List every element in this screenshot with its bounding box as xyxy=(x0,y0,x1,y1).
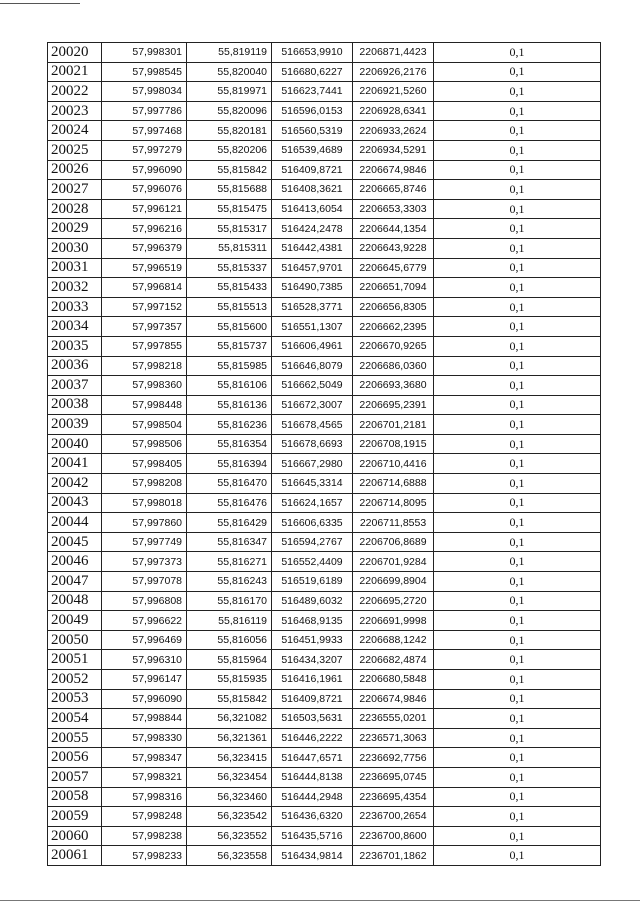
longitude-cell: 55,820096 xyxy=(187,101,272,121)
table-row xyxy=(48,454,601,474)
latitude-cell: 57,998844 xyxy=(102,709,187,729)
longitude-cell: 55,815513 xyxy=(187,297,272,317)
table-row xyxy=(48,317,601,337)
x-coordinate-cell: 516672,3007 xyxy=(272,395,353,415)
latitude-cell: 57,998238 xyxy=(102,826,187,846)
x-coordinate-cell: 516409,8721 xyxy=(272,160,353,180)
x-coordinate-cell: 516436,6320 xyxy=(272,807,353,827)
longitude-cell: 55,819119 xyxy=(187,43,272,63)
latitude-cell: 57,998330 xyxy=(102,728,187,748)
point-number-cell: 20060 xyxy=(48,826,102,846)
x-coordinate-cell: 516447,6571 xyxy=(272,748,353,768)
coordinates-table xyxy=(47,42,601,866)
longitude-cell: 56,321082 xyxy=(187,709,272,729)
latitude-cell: 57,996147 xyxy=(102,670,187,690)
x-coordinate-cell: 516552,4409 xyxy=(272,552,353,572)
y-coordinate-cell: 2206682,4874 xyxy=(353,650,434,670)
coordinates-table-body xyxy=(48,43,601,866)
point-number-cell: 20055 xyxy=(48,728,102,748)
x-coordinate-cell: 516678,4565 xyxy=(272,415,353,435)
x-coordinate-cell: 516444,2948 xyxy=(272,787,353,807)
table-row xyxy=(48,101,601,121)
longitude-cell: 55,816429 xyxy=(187,513,272,533)
x-coordinate-cell: 516490,7385 xyxy=(272,278,353,298)
longitude-cell: 56,323552 xyxy=(187,826,272,846)
longitude-cell: 55,815688 xyxy=(187,180,272,200)
latitude-cell: 57,998506 xyxy=(102,434,187,454)
x-coordinate-cell: 516489,6032 xyxy=(272,591,353,611)
table-row xyxy=(48,728,601,748)
longitude-cell: 55,820206 xyxy=(187,140,272,160)
longitude-cell: 55,816170 xyxy=(187,591,272,611)
table-row xyxy=(48,689,601,709)
point-number-cell: 20022 xyxy=(48,82,102,102)
latitude-cell: 57,998218 xyxy=(102,356,187,376)
page-top-rule xyxy=(0,3,80,4)
longitude-cell: 55,816476 xyxy=(187,493,272,513)
point-number-cell: 20046 xyxy=(48,552,102,572)
longitude-cell: 55,816236 xyxy=(187,415,272,435)
point-number-cell: 20036 xyxy=(48,356,102,376)
y-coordinate-cell: 2206686,0360 xyxy=(353,356,434,376)
longitude-cell: 55,816136 xyxy=(187,395,272,415)
table-row xyxy=(48,572,601,592)
y-coordinate-cell: 2206656,8305 xyxy=(353,297,434,317)
longitude-cell: 55,815737 xyxy=(187,336,272,356)
accuracy-cell: 0,1 xyxy=(434,748,601,768)
y-coordinate-cell: 2206665,8746 xyxy=(353,180,434,200)
longitude-cell: 55,816354 xyxy=(187,434,272,454)
accuracy-cell: 0,1 xyxy=(434,728,601,748)
accuracy-cell: 0,1 xyxy=(434,630,601,650)
latitude-cell: 57,996090 xyxy=(102,689,187,709)
x-coordinate-cell: 516662,5049 xyxy=(272,376,353,396)
longitude-cell: 56,323415 xyxy=(187,748,272,768)
y-coordinate-cell: 2206644,1354 xyxy=(353,219,434,239)
longitude-cell: 56,323454 xyxy=(187,767,272,787)
point-number-cell: 20033 xyxy=(48,297,102,317)
y-coordinate-cell: 2236700,8600 xyxy=(353,826,434,846)
accuracy-cell: 0,1 xyxy=(434,787,601,807)
table-row xyxy=(48,278,601,298)
point-number-cell: 20054 xyxy=(48,709,102,729)
latitude-cell: 57,998316 xyxy=(102,787,187,807)
y-coordinate-cell: 2236701,1862 xyxy=(353,846,434,866)
latitude-cell: 57,998301 xyxy=(102,43,187,63)
point-number-cell: 20025 xyxy=(48,140,102,160)
latitude-cell: 57,997357 xyxy=(102,317,187,337)
accuracy-cell: 0,1 xyxy=(434,238,601,258)
table-row xyxy=(48,474,601,494)
y-coordinate-cell: 2206695,2391 xyxy=(353,395,434,415)
latitude-cell: 57,998034 xyxy=(102,82,187,102)
point-number-cell: 20059 xyxy=(48,807,102,827)
x-coordinate-cell: 516594,2767 xyxy=(272,532,353,552)
latitude-cell: 57,998504 xyxy=(102,415,187,435)
point-number-cell: 20032 xyxy=(48,278,102,298)
x-coordinate-cell: 516503,5631 xyxy=(272,709,353,729)
y-coordinate-cell: 2206933,2624 xyxy=(353,121,434,141)
x-coordinate-cell: 516528,3771 xyxy=(272,297,353,317)
table-row xyxy=(48,826,601,846)
x-coordinate-cell: 516446,2222 xyxy=(272,728,353,748)
y-coordinate-cell: 2236571,3063 xyxy=(353,728,434,748)
latitude-cell: 57,998405 xyxy=(102,454,187,474)
y-coordinate-cell: 2206695,2720 xyxy=(353,591,434,611)
x-coordinate-cell: 516551,1307 xyxy=(272,317,353,337)
point-number-cell: 20040 xyxy=(48,434,102,454)
accuracy-cell: 0,1 xyxy=(434,121,601,141)
table-row xyxy=(48,219,601,239)
x-coordinate-cell: 516645,3314 xyxy=(272,474,353,494)
accuracy-cell: 0,1 xyxy=(434,317,601,337)
y-coordinate-cell: 2206662,2395 xyxy=(353,317,434,337)
y-coordinate-cell: 2206928,6341 xyxy=(353,101,434,121)
point-number-cell: 20052 xyxy=(48,670,102,690)
x-coordinate-cell: 516680,6227 xyxy=(272,62,353,82)
table-row xyxy=(48,513,601,533)
x-coordinate-cell: 516560,5319 xyxy=(272,121,353,141)
accuracy-cell: 0,1 xyxy=(434,336,601,356)
accuracy-cell: 0,1 xyxy=(434,434,601,454)
accuracy-cell: 0,1 xyxy=(434,513,601,533)
latitude-cell: 57,998248 xyxy=(102,807,187,827)
latitude-cell: 57,998018 xyxy=(102,493,187,513)
point-number-cell: 20041 xyxy=(48,454,102,474)
x-coordinate-cell: 516653,9910 xyxy=(272,43,353,63)
x-coordinate-cell: 516444,8138 xyxy=(272,767,353,787)
longitude-cell: 55,816347 xyxy=(187,532,272,552)
x-coordinate-cell: 516678,6693 xyxy=(272,434,353,454)
latitude-cell: 57,996076 xyxy=(102,180,187,200)
y-coordinate-cell: 2206688,1242 xyxy=(353,630,434,650)
latitude-cell: 57,997855 xyxy=(102,336,187,356)
point-number-cell: 20021 xyxy=(48,62,102,82)
y-coordinate-cell: 2206708,1915 xyxy=(353,434,434,454)
longitude-cell: 56,321361 xyxy=(187,728,272,748)
point-number-cell: 20031 xyxy=(48,258,102,278)
y-coordinate-cell: 2206701,9284 xyxy=(353,552,434,572)
table-row xyxy=(48,415,601,435)
longitude-cell: 56,323542 xyxy=(187,807,272,827)
point-number-cell: 20037 xyxy=(48,376,102,396)
latitude-cell: 57,996310 xyxy=(102,650,187,670)
x-coordinate-cell: 516624,1657 xyxy=(272,493,353,513)
y-coordinate-cell: 2236555,0201 xyxy=(353,709,434,729)
latitude-cell: 57,996469 xyxy=(102,630,187,650)
y-coordinate-cell: 2206871,4423 xyxy=(353,43,434,63)
accuracy-cell: 0,1 xyxy=(434,199,601,219)
y-coordinate-cell: 2236700,2654 xyxy=(353,807,434,827)
latitude-cell: 57,998347 xyxy=(102,748,187,768)
longitude-cell: 55,815935 xyxy=(187,670,272,690)
accuracy-cell: 0,1 xyxy=(434,180,601,200)
table-row xyxy=(48,43,601,63)
accuracy-cell: 0,1 xyxy=(434,670,601,690)
table-row xyxy=(48,336,601,356)
table-row xyxy=(48,199,601,219)
x-coordinate-cell: 516413,6054 xyxy=(272,199,353,219)
table-row xyxy=(48,160,601,180)
y-coordinate-cell: 2206921,5260 xyxy=(353,82,434,102)
x-coordinate-cell: 516424,2478 xyxy=(272,219,353,239)
latitude-cell: 57,998360 xyxy=(102,376,187,396)
accuracy-cell: 0,1 xyxy=(434,82,601,102)
y-coordinate-cell: 2206691,9998 xyxy=(353,611,434,631)
latitude-cell: 57,998321 xyxy=(102,767,187,787)
accuracy-cell: 0,1 xyxy=(434,709,601,729)
point-number-cell: 20050 xyxy=(48,630,102,650)
point-number-cell: 20058 xyxy=(48,787,102,807)
longitude-cell: 55,820040 xyxy=(187,62,272,82)
latitude-cell: 57,997078 xyxy=(102,572,187,592)
table-row xyxy=(48,787,601,807)
x-coordinate-cell: 516606,6335 xyxy=(272,513,353,533)
accuracy-cell: 0,1 xyxy=(434,846,601,866)
table-row xyxy=(48,376,601,396)
point-number-cell: 20051 xyxy=(48,650,102,670)
longitude-cell: 55,815964 xyxy=(187,650,272,670)
point-number-cell: 20056 xyxy=(48,748,102,768)
point-number-cell: 20048 xyxy=(48,591,102,611)
accuracy-cell: 0,1 xyxy=(434,611,601,631)
point-number-cell: 20023 xyxy=(48,101,102,121)
x-coordinate-cell: 516434,9814 xyxy=(272,846,353,866)
point-number-cell: 20020 xyxy=(48,43,102,63)
table-row xyxy=(48,650,601,670)
latitude-cell: 57,997373 xyxy=(102,552,187,572)
longitude-cell: 55,819971 xyxy=(187,82,272,102)
y-coordinate-cell: 2236692,7756 xyxy=(353,748,434,768)
x-coordinate-cell: 516623,7441 xyxy=(272,82,353,102)
table-row xyxy=(48,807,601,827)
table-row xyxy=(48,297,601,317)
table-row xyxy=(48,748,601,768)
accuracy-cell: 0,1 xyxy=(434,160,601,180)
longitude-cell: 55,816243 xyxy=(187,572,272,592)
longitude-cell: 55,815985 xyxy=(187,356,272,376)
table-row xyxy=(48,552,601,572)
accuracy-cell: 0,1 xyxy=(434,591,601,611)
accuracy-cell: 0,1 xyxy=(434,474,601,494)
longitude-cell: 55,815433 xyxy=(187,278,272,298)
point-number-cell: 20027 xyxy=(48,180,102,200)
y-coordinate-cell: 2206926,2176 xyxy=(353,62,434,82)
x-coordinate-cell: 516596,0153 xyxy=(272,101,353,121)
x-coordinate-cell: 516606,4961 xyxy=(272,336,353,356)
point-number-cell: 20057 xyxy=(48,767,102,787)
table-row xyxy=(48,140,601,160)
x-coordinate-cell: 516408,3621 xyxy=(272,180,353,200)
y-coordinate-cell: 2206653,3303 xyxy=(353,199,434,219)
point-number-cell: 20024 xyxy=(48,121,102,141)
accuracy-cell: 0,1 xyxy=(434,258,601,278)
table-row xyxy=(48,591,601,611)
x-coordinate-cell: 516442,4381 xyxy=(272,238,353,258)
longitude-cell: 55,816271 xyxy=(187,552,272,572)
latitude-cell: 57,998545 xyxy=(102,62,187,82)
y-coordinate-cell: 2206680,5848 xyxy=(353,670,434,690)
table-row xyxy=(48,630,601,650)
longitude-cell: 55,815842 xyxy=(187,689,272,709)
table-row xyxy=(48,670,601,690)
latitude-cell: 57,996622 xyxy=(102,611,187,631)
latitude-cell: 57,996379 xyxy=(102,238,187,258)
page-bottom-rule xyxy=(0,900,640,901)
y-coordinate-cell: 2206714,6888 xyxy=(353,474,434,494)
accuracy-cell: 0,1 xyxy=(434,43,601,63)
latitude-cell: 57,996808 xyxy=(102,591,187,611)
x-coordinate-cell: 516451,9933 xyxy=(272,630,353,650)
accuracy-cell: 0,1 xyxy=(434,826,601,846)
point-number-cell: 20049 xyxy=(48,611,102,631)
table-row xyxy=(48,238,601,258)
table-row xyxy=(48,62,601,82)
point-number-cell: 20042 xyxy=(48,474,102,494)
y-coordinate-cell: 2206645,6779 xyxy=(353,258,434,278)
longitude-cell: 55,815475 xyxy=(187,199,272,219)
latitude-cell: 57,996814 xyxy=(102,278,187,298)
table-row xyxy=(48,395,601,415)
latitude-cell: 57,997152 xyxy=(102,297,187,317)
latitude-cell: 57,996519 xyxy=(102,258,187,278)
longitude-cell: 55,815337 xyxy=(187,258,272,278)
point-number-cell: 20026 xyxy=(48,160,102,180)
accuracy-cell: 0,1 xyxy=(434,219,601,239)
longitude-cell: 55,820181 xyxy=(187,121,272,141)
point-number-cell: 20035 xyxy=(48,336,102,356)
y-coordinate-cell: 2206711,8553 xyxy=(353,513,434,533)
point-number-cell: 20044 xyxy=(48,513,102,533)
longitude-cell: 56,323460 xyxy=(187,787,272,807)
x-coordinate-cell: 516457,9701 xyxy=(272,258,353,278)
y-coordinate-cell: 2206693,3680 xyxy=(353,376,434,396)
latitude-cell: 57,998233 xyxy=(102,846,187,866)
x-coordinate-cell: 516667,2980 xyxy=(272,454,353,474)
table-row xyxy=(48,82,601,102)
latitude-cell: 57,998208 xyxy=(102,474,187,494)
y-coordinate-cell: 2236695,4354 xyxy=(353,787,434,807)
longitude-cell: 55,815600 xyxy=(187,317,272,337)
accuracy-cell: 0,1 xyxy=(434,689,601,709)
accuracy-cell: 0,1 xyxy=(434,395,601,415)
accuracy-cell: 0,1 xyxy=(434,532,601,552)
longitude-cell: 55,816394 xyxy=(187,454,272,474)
latitude-cell: 57,997279 xyxy=(102,140,187,160)
y-coordinate-cell: 2206710,4416 xyxy=(353,454,434,474)
y-coordinate-cell: 2236695,0745 xyxy=(353,767,434,787)
y-coordinate-cell: 2206706,8689 xyxy=(353,532,434,552)
accuracy-cell: 0,1 xyxy=(434,62,601,82)
point-number-cell: 20039 xyxy=(48,415,102,435)
accuracy-cell: 0,1 xyxy=(434,767,601,787)
y-coordinate-cell: 2206651,7094 xyxy=(353,278,434,298)
y-coordinate-cell: 2206643,9228 xyxy=(353,238,434,258)
latitude-cell: 57,996121 xyxy=(102,199,187,219)
point-number-cell: 20038 xyxy=(48,395,102,415)
longitude-cell: 55,815317 xyxy=(187,219,272,239)
latitude-cell: 57,997749 xyxy=(102,532,187,552)
y-coordinate-cell: 2206714,8095 xyxy=(353,493,434,513)
point-number-cell: 20045 xyxy=(48,532,102,552)
latitude-cell: 57,998448 xyxy=(102,395,187,415)
latitude-cell: 57,997786 xyxy=(102,101,187,121)
latitude-cell: 57,997468 xyxy=(102,121,187,141)
point-number-cell: 20034 xyxy=(48,317,102,337)
longitude-cell: 55,816056 xyxy=(187,630,272,650)
table-row xyxy=(48,709,601,729)
table-row xyxy=(48,611,601,631)
point-number-cell: 20061 xyxy=(48,846,102,866)
point-number-cell: 20047 xyxy=(48,572,102,592)
latitude-cell: 57,997860 xyxy=(102,513,187,533)
y-coordinate-cell: 2206670,9265 xyxy=(353,336,434,356)
accuracy-cell: 0,1 xyxy=(434,415,601,435)
table-row xyxy=(48,767,601,787)
accuracy-cell: 0,1 xyxy=(434,140,601,160)
accuracy-cell: 0,1 xyxy=(434,572,601,592)
x-coordinate-cell: 516416,1961 xyxy=(272,670,353,690)
latitude-cell: 57,996216 xyxy=(102,219,187,239)
point-number-cell: 20053 xyxy=(48,689,102,709)
y-coordinate-cell: 2206934,5291 xyxy=(353,140,434,160)
table-row xyxy=(48,434,601,454)
point-number-cell: 20030 xyxy=(48,238,102,258)
table-row xyxy=(48,846,601,866)
point-number-cell: 20029 xyxy=(48,219,102,239)
accuracy-cell: 0,1 xyxy=(434,278,601,298)
accuracy-cell: 0,1 xyxy=(434,807,601,827)
x-coordinate-cell: 516539,4689 xyxy=(272,140,353,160)
longitude-cell: 55,815311 xyxy=(187,238,272,258)
accuracy-cell: 0,1 xyxy=(434,493,601,513)
longitude-cell: 55,816106 xyxy=(187,376,272,396)
table-row xyxy=(48,532,601,552)
accuracy-cell: 0,1 xyxy=(434,297,601,317)
accuracy-cell: 0,1 xyxy=(434,376,601,396)
accuracy-cell: 0,1 xyxy=(434,650,601,670)
longitude-cell: 55,815842 xyxy=(187,160,272,180)
table-row xyxy=(48,258,601,278)
y-coordinate-cell: 2206674,9846 xyxy=(353,160,434,180)
longitude-cell: 55,816470 xyxy=(187,474,272,494)
accuracy-cell: 0,1 xyxy=(434,454,601,474)
table-row xyxy=(48,180,601,200)
x-coordinate-cell: 516468,9135 xyxy=(272,611,353,631)
y-coordinate-cell: 2206699,8904 xyxy=(353,572,434,592)
table-row xyxy=(48,493,601,513)
y-coordinate-cell: 2206674,9846 xyxy=(353,689,434,709)
table-row xyxy=(48,356,601,376)
point-number-cell: 20028 xyxy=(48,199,102,219)
longitude-cell: 56,323558 xyxy=(187,846,272,866)
table-row xyxy=(48,121,601,141)
x-coordinate-cell: 516434,3207 xyxy=(272,650,353,670)
x-coordinate-cell: 516519,6189 xyxy=(272,572,353,592)
x-coordinate-cell: 516435,5716 xyxy=(272,826,353,846)
longitude-cell: 55,816119 xyxy=(187,611,272,631)
x-coordinate-cell: 516646,8079 xyxy=(272,356,353,376)
accuracy-cell: 0,1 xyxy=(434,356,601,376)
y-coordinate-cell: 2206701,2181 xyxy=(353,415,434,435)
point-number-cell: 20043 xyxy=(48,493,102,513)
accuracy-cell: 0,1 xyxy=(434,101,601,121)
latitude-cell: 57,996090 xyxy=(102,160,187,180)
accuracy-cell: 0,1 xyxy=(434,552,601,572)
x-coordinate-cell: 516409,8721 xyxy=(272,689,353,709)
